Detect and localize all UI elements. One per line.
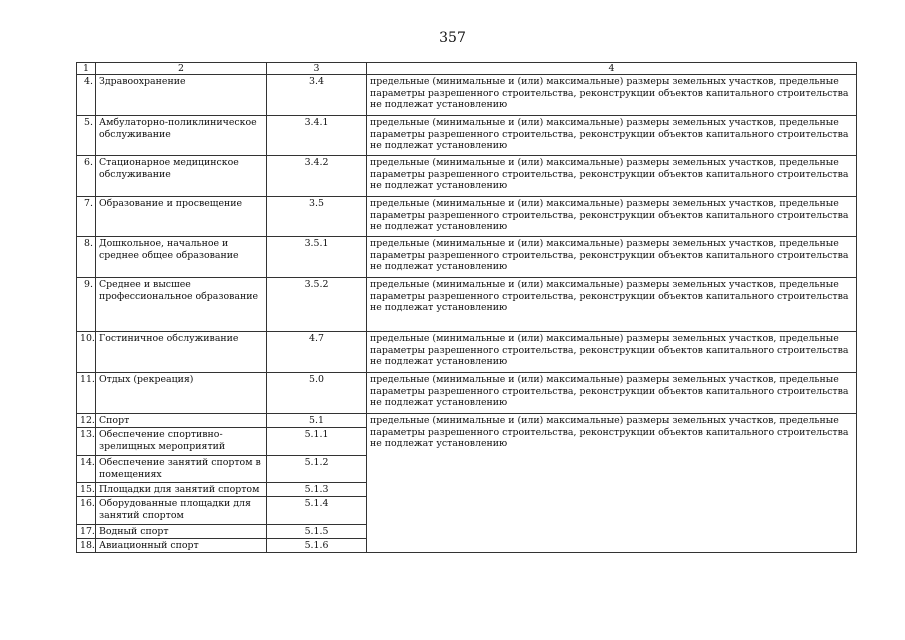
row-number: 4. — [77, 75, 96, 116]
row-code: 5.1.5 — [267, 525, 367, 539]
header-col-4: 4 — [367, 63, 857, 75]
table-row — [77, 197, 857, 237]
row-name: Отдых (рекреация) — [96, 373, 267, 414]
row-limits: предельные (минимальные и (или) максимальные) размеры земельных участков, предельные параметры разрешенного строительства, реконструкции объектов капитального строительства не подлежат установлению — [367, 156, 857, 197]
header-col-2: 2 — [96, 63, 267, 75]
row-number: 12. — [77, 414, 96, 428]
row-code: 3.4.2 — [267, 156, 367, 197]
table-row — [77, 373, 857, 414]
row-code: 5.1.4 — [267, 497, 367, 525]
row-number: 18. — [77, 539, 96, 553]
row-name: Дошкольное, начальное и среднее общее образование — [96, 237, 267, 278]
row-limits: предельные (минимальные и (или) максимальные) размеры земельных участков, предельные параметры разрешенного строительства, реконструкции объектов капитального строительства не подлежат установлению — [367, 373, 857, 414]
row-number: 15. — [77, 483, 96, 497]
row-code: 5.1.6 — [267, 539, 367, 553]
row-code: 4.7 — [267, 332, 367, 373]
row-name: Здравоохранение — [96, 75, 267, 116]
land-use-table — [76, 62, 857, 553]
sport-group-limits: предельные (минимальные и (или) максимальные) размеры земельных участков, предельные параметры разрешенного строительства, реконструкции объектов капитального строительства не подлежат установлению — [367, 414, 857, 553]
row-number: 13. — [77, 428, 96, 456]
row-name: Водный спорт — [96, 525, 267, 539]
table-row — [77, 116, 857, 156]
row-limits: предельные (минимальные и (или) максимальные) размеры земельных участков, предельные параметры разрешенного строительства, реконструкции объектов капитального строительства не подлежат установлению — [367, 116, 857, 156]
row-code: 5.1.3 — [267, 483, 367, 497]
row-number: 10. — [77, 332, 96, 373]
header-col-1: 1 — [77, 63, 96, 75]
row-name: Площадки для занятий спортом — [96, 483, 267, 497]
row-code: 5.1.1 — [267, 428, 367, 456]
row-number: 17. — [77, 525, 96, 539]
row-code: 5.1 — [267, 414, 367, 428]
row-code: 3.4.1 — [267, 116, 367, 156]
row-number: 8. — [77, 237, 96, 278]
row-number: 6. — [77, 156, 96, 197]
table-row — [77, 414, 857, 428]
row-code: 5.0 — [267, 373, 367, 414]
row-number: 7. — [77, 197, 96, 237]
row-number: 16. — [77, 497, 96, 525]
table-row — [77, 75, 857, 116]
row-limits: предельные (минимальные и (или) максимальные) размеры земельных участков, предельные параметры разрешенного строительства, реконструкции объектов капитального строительства не подлежат установлению — [367, 75, 857, 116]
row-name: Авиационный спорт — [96, 539, 267, 553]
row-name: Обеспечение спортивно-зрелищных мероприятий — [96, 428, 267, 456]
row-limits: предельные (минимальные и (или) максимальные) размеры земельных участков, предельные параметры разрешенного строительства, реконструкции объектов капитального строительства не подлежат установлению — [367, 197, 857, 237]
table-row — [77, 156, 857, 197]
row-limits: предельные (минимальные и (или) максимальные) размеры земельных участков, предельные параметры разрешенного строительства, реконструкции объектов капитального строительства не подлежат установлению — [367, 332, 857, 373]
table-row — [77, 332, 857, 373]
page-number: 357 — [439, 30, 466, 46]
row-number: 9. — [77, 278, 96, 332]
row-limits: предельные (минимальные и (или) максимальные) размеры земельных участков, предельные параметры разрешенного строительства, реконструкции объектов капитального строительства не подлежат установлению — [367, 278, 857, 332]
table-row — [77, 278, 857, 332]
row-number: 11. — [77, 373, 96, 414]
row-name: Амбулаторно-поликлиническое обслуживание — [96, 116, 267, 156]
row-name: Оборудованные площадки для занятий спортом — [96, 497, 267, 525]
row-name: Гостиничное обслуживание — [96, 332, 267, 373]
row-code: 3.4 — [267, 75, 367, 116]
row-limits: предельные (минимальные и (или) максимальные) размеры земельных участков, предельные параметры разрешенного строительства, реконструкции объектов капитального строительства не подлежат установлению — [367, 237, 857, 278]
row-name: Спорт — [96, 414, 267, 428]
header-col-3: 3 — [267, 63, 367, 75]
row-number: 5. — [77, 116, 96, 156]
row-name: Образование и просвещение — [96, 197, 267, 237]
row-code: 3.5 — [267, 197, 367, 237]
row-name: Среднее и высшее профессиональное образование — [96, 278, 267, 332]
row-number: 14. — [77, 456, 96, 483]
row-code: 3.5.2 — [267, 278, 367, 332]
row-code: 3.5.1 — [267, 237, 367, 278]
table-row — [77, 237, 857, 278]
row-name: Стационарное медицинское обслуживание — [96, 156, 267, 197]
table-header-row — [77, 63, 857, 75]
row-name: Обеспечение занятий спортом в помещениях — [96, 456, 267, 483]
row-code: 5.1.2 — [267, 456, 367, 483]
